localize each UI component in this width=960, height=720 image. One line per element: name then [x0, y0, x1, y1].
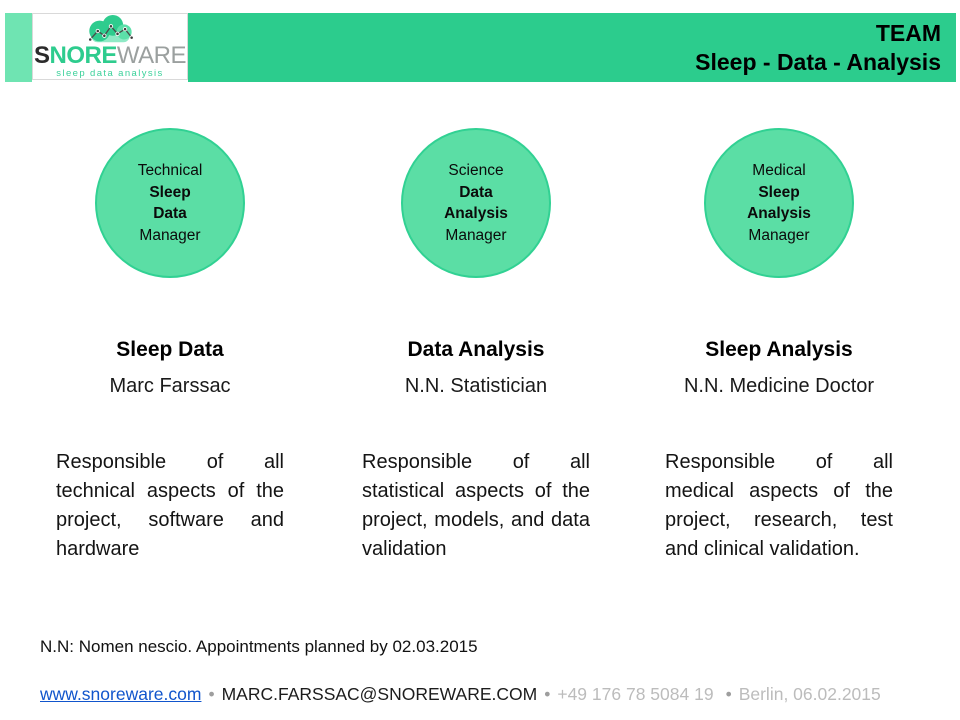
- team-column-medical: [629, 128, 929, 564]
- circle-line: Analysis: [444, 205, 508, 222]
- bullet-separator: •: [725, 684, 732, 704]
- role-title: Sleep Analysis: [705, 338, 853, 361]
- circle-line: Sleep: [149, 183, 191, 201]
- circle-line: Data: [153, 205, 187, 222]
- role-description: Responsible of all statistical aspects of the project, models, and data validation: [362, 451, 590, 560]
- team-column-technical: [20, 128, 320, 564]
- role-title: Data Analysis: [407, 338, 545, 361]
- slide-title-line1: TEAM: [875, 19, 941, 46]
- footer-phone: +49 176 78 5084 19: [557, 684, 714, 704]
- circle-line: Medical: [752, 162, 806, 179]
- role-circle-medical: [704, 128, 854, 278]
- circle-line: Manager: [748, 226, 810, 244]
- circle-line: Manager: [139, 226, 201, 244]
- circle-line: Technical: [137, 162, 203, 179]
- brand-letters-ware: WARE: [116, 42, 186, 69]
- header-title-area: [188, 13, 956, 82]
- team-column-science: [326, 128, 626, 564]
- person-name: N.N. Medicine Doctor: [683, 375, 875, 397]
- brand-letter-s: S: [34, 42, 50, 69]
- footer-location-date: Berlin, 06.02.2015: [738, 684, 881, 704]
- role-description: Responsible of all medical aspects of the project, research, test and clinical validation.: [665, 451, 893, 560]
- slide-title-line2: Sleep - Data - Analysis: [695, 48, 941, 75]
- person-name: Marc Farssac: [109, 375, 231, 397]
- circle-line: Sleep: [758, 183, 800, 201]
- footer-email: MARC.FARSSAC@SNOREWARE.COM: [221, 684, 538, 704]
- bullet-separator: •: [208, 684, 215, 704]
- header-band: [5, 13, 956, 82]
- role-description: Responsible of all technical aspects of the project, software and hardware: [56, 451, 284, 560]
- role-circle-technical: [95, 128, 245, 278]
- bullet-separator: •: [544, 684, 551, 704]
- circle-line: Analysis: [747, 205, 811, 222]
- brand-tagline: sleep data analysis: [56, 68, 164, 79]
- brand-accent-square: [5, 13, 32, 82]
- snoreware-logo: [32, 13, 188, 80]
- brand-wordmark: [34, 44, 186, 68]
- person-name: N.N. Statistician: [404, 375, 548, 397]
- brand-letters-nore: NORE: [49, 42, 117, 69]
- role-title: Sleep Data: [116, 338, 224, 361]
- footnote: N.N: Nomen nescio. Appointments planned by 02.03.2015: [40, 637, 478, 656]
- footer-contact-bar: [40, 684, 881, 705]
- website-link[interactable]: www.snoreware.com: [40, 684, 202, 704]
- role-circle-science: [401, 128, 551, 278]
- circle-line: Manager: [445, 226, 507, 244]
- circle-line: Science: [448, 162, 504, 179]
- circle-line: Data: [459, 183, 493, 201]
